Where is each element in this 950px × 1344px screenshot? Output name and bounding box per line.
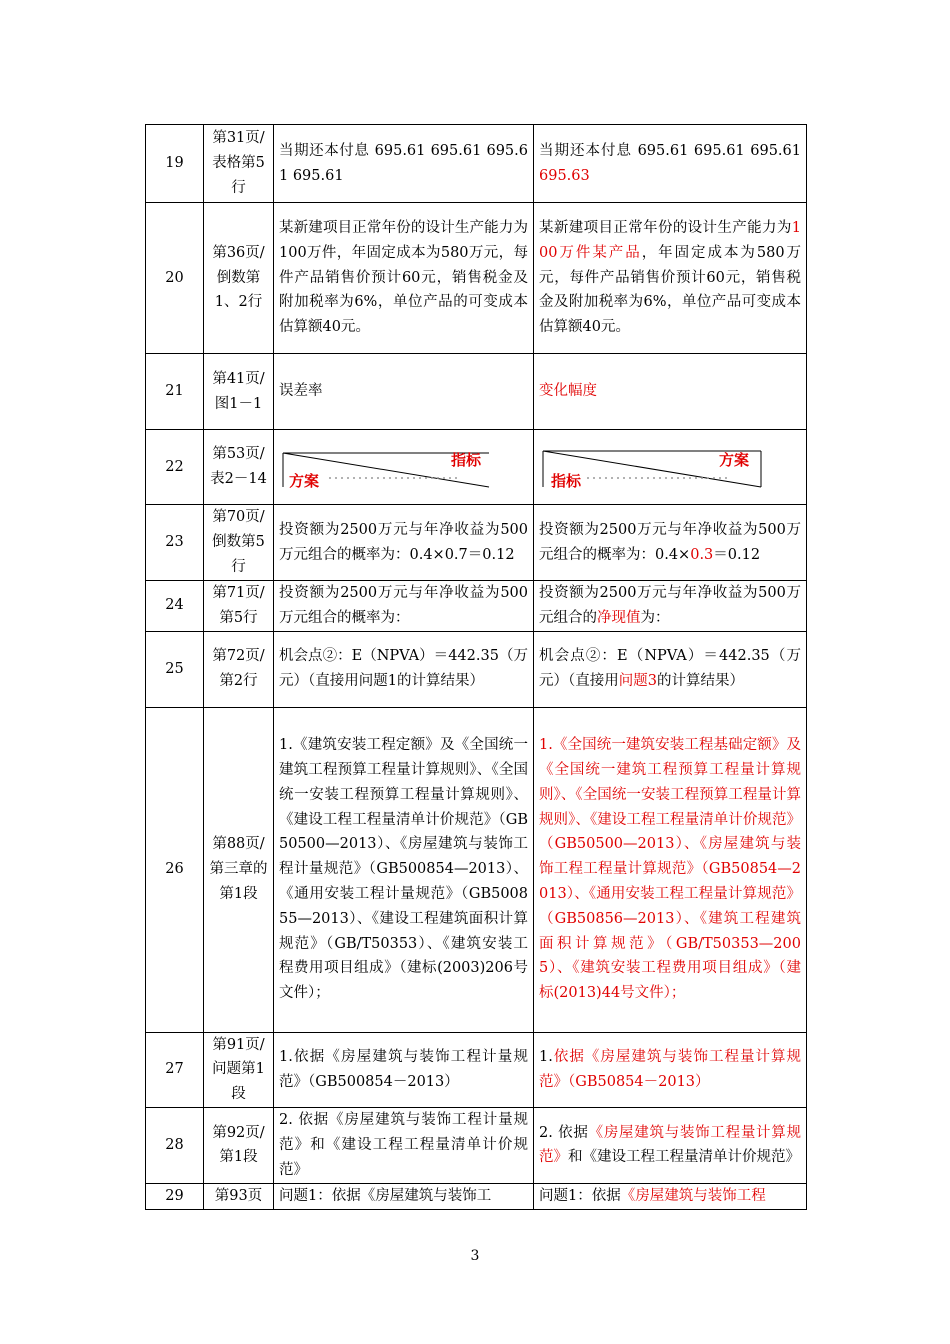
table-row [146,581,807,632]
original-text: 2. 依据《房屋建筑与装饰工程计量规范》和《建设工程工程量清单计价规范》 [274,1107,534,1183]
page-number: 3 [470,1248,480,1264]
original-text: 问题1：依据《房屋建筑与装饰工 [274,1183,534,1209]
original-text: 机会点②：E（NPVA）＝442.35（万元）（直接用问题1的计算结果） [274,631,534,707]
corrected-text: 2. 依据《房屋建筑与装饰工程量计算规范》和《建设工程工程量清单计价规范》 [534,1107,807,1183]
row-location: 第31页/表格第5行 [204,125,274,203]
row-number: 21 [146,354,204,430]
row-number: 19 [146,125,204,203]
corrected-text: 1.依据《房屋建筑与装饰工程量计算规范》（GB50854－2013） [534,1032,807,1107]
row-number: 24 [146,581,204,632]
row-location: 第92页/第1段 [204,1107,274,1183]
corrected-text: 问题1：依据《房屋建筑与装饰工程 [534,1183,807,1209]
table-row [146,430,807,505]
errata-table [145,124,807,1210]
row-location: 第72页/第2行 [204,631,274,707]
row-number: 20 [146,203,204,354]
row-location: 第93页 [204,1183,274,1209]
original-text: 1.依据《房屋建筑与装饰工程计量规范》（GB500854－2013） [274,1032,534,1107]
table-row [146,354,807,430]
original-text: 1.《建筑安装工程定额》及《全国统一建筑工程预算工程量计算规则》、《全国统一安装工程预算工程量计算规则》、《建设工程工程量清单计价规范》（GB50500—2013）、《房屋建筑与装饰工程计量规范》（GB500854—2013）、《通用安装工程计量规范》（GB500855—2013）、《建设工程建筑面积计算规范》（GB/T50353）、《建筑安装工程费用项目组成》（建标(2003)206号文件）； [274,707,534,1032]
table-row [146,125,807,203]
row-number: 22 [146,430,204,505]
row-number: 29 [146,1183,204,1209]
original-text: 误差率 [274,354,534,430]
original-text: 投资额为2500万元与年净收益为500万元组合的概率为： [274,581,534,632]
header-label-bottom: 指标 [551,472,582,490]
row-location: 第91页/问题第1段 [204,1032,274,1107]
header-label-bottom: 方案 [289,472,320,490]
corrected-text: 当期还本付息 695.61 695.61 695.61 695.63 [534,125,807,203]
corrected-text: 某新建项目正常年份的设计生产能力为100万件某产品，年固定成本为580万元，每件产品销售价预计60元，销售税金及附加税率为6%，单位产品可变成本估算额40元。 [534,203,807,354]
row-location: 第41页/图1－1 [204,354,274,430]
table-row [146,1107,807,1183]
original-text: 投资额为2500万元与年净收益为500万元组合的概率为：0.4×0.7＝0.12 [274,505,534,581]
original-text: 某新建项目正常年份的设计生产能力为100万件，年固定成本为580万元，每件产品销售价预计60元，销售税金及附加税率为6%，单位产品的可变成本估算额40元。 [274,203,534,354]
corrected-text: 变化幅度 [534,354,807,430]
row-location: 第53页/表2－14 [204,430,274,505]
row-location: 第71页/第5行 [204,581,274,632]
row-location: 第70页/倒数第5行 [204,505,274,581]
original-text: 当期还本付息 695.61 695.61 695.61 695.61 [274,125,534,203]
table-row [146,631,807,707]
original-diagram [274,430,534,505]
table-row [146,1183,807,1209]
table-row [146,1032,807,1107]
row-location: 第88页/第三章的第1段 [204,707,274,1032]
corrected-text: 投资额为2500万元与年净收益为500万元组合的净现值为： [534,581,807,632]
row-number: 28 [146,1107,204,1183]
row-number: 25 [146,631,204,707]
header-label-top: 指标 [451,451,482,469]
row-location: 第36页/倒数第1、2行 [204,203,274,354]
table-row [146,203,807,354]
corrected-text: 投资额为2500万元与年净收益为500万元组合的概率为：0.4×0.3＝0.12 [534,505,807,581]
row-number: 26 [146,707,204,1032]
corrected-text: 1.《全国统一建筑安装工程基础定额》及《全国统一建筑工程预算工程量计算规则》、《全国统一安装工程预算工程量计算规则》、《建设工程工程量清单计价规范》（GB50500—2013）、《房屋建筑与装饰工程工程量计算规范》（GB50854—2013）、《通用安装工程工程量计算规范》（GB50856—2013）、《建筑工程建筑面积计算规范》（GB/T50353—2005）、《建筑安装工程费用项目组成》（建标(2013)44号文件）； [534,707,807,1032]
row-number: 27 [146,1032,204,1107]
table-row [146,505,807,581]
corrected-diagram [534,430,807,505]
row-number: 23 [146,505,204,581]
corrected-text: 机会点②：E（NPVA）＝442.35（万元）（直接用问题3的计算结果） [534,631,807,707]
table-row [146,707,807,1032]
header-label-top: 方案 [719,451,750,469]
